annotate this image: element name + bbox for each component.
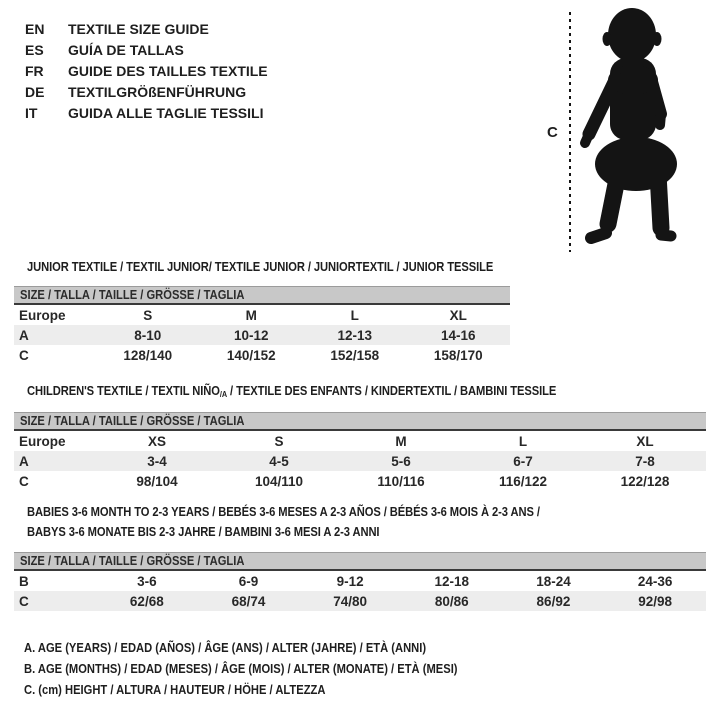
- row-label-cell: C: [19, 347, 29, 363]
- row-label-cell: C: [19, 593, 29, 609]
- height-label-c: C: [547, 124, 558, 141]
- babies-size-table: [14, 552, 706, 611]
- size-bar: SIZE / TALLA / TAILLE / GRÖSSE / TAGLIA: [14, 286, 510, 305]
- size-cell: 110/116: [377, 473, 425, 489]
- table-row: [14, 451, 706, 471]
- size-bar: SIZE / TALLA / TAILLE / GRÖSSE / TAGLIA: [14, 412, 706, 431]
- size-cell: 5-6: [391, 453, 411, 469]
- size-cell: 4-5: [269, 453, 289, 469]
- babies-table-title: BABIES 3-6 MONTH TO 2-3 YEARS / BEBÉS 3-6 MESES A 2-3 AÑOS / BÉBÉS 3-6 MOIS À 2-3 ANS / BABYS 3-6 MONATE BIS 2-3 JAHRE / BAMBINI 3-6 MESI A 2-3 ANNI: [27, 504, 540, 539]
- guide-title: TEXTILGRÖßENFÜHRUNG: [68, 84, 247, 100]
- size-cell: 80/86: [434, 593, 469, 609]
- language-code: IT: [25, 105, 38, 121]
- size-cell: S: [143, 307, 153, 323]
- guide-title: GUÍA DE TALLAS: [68, 42, 184, 58]
- table-row: [14, 591, 706, 611]
- children-table-title: CHILDREN'S TEXTILE / TEXTIL $NIÑO_{/A}$ / TEXTILE DES ENFANTS / KINDERTEXTIL / BAMBINI TESSILE: [27, 383, 557, 399]
- size-cell: S: [274, 433, 284, 449]
- size-cell: 6-9: [238, 573, 259, 589]
- footnote-legend: [24, 637, 528, 700]
- size-cell: 3-4: [147, 453, 167, 469]
- size-cell: 14-16: [440, 327, 476, 343]
- table-row: [14, 471, 706, 491]
- table-row: [14, 305, 510, 325]
- toddler-silhouette-icon: [574, 6, 709, 251]
- size-cell: 92/98: [638, 593, 673, 609]
- language-code: DE: [25, 84, 45, 100]
- table-row: [14, 345, 510, 365]
- footnote-b: B. AGE (MONTHS) / EDAD (MESES) / ÂGE (MOIS) / ALTER (MONATE) / ETÀ (MESI): [24, 661, 458, 676]
- size-bar: SIZE / TALLA / TAILLE / GRÖSSE / TAGLIA: [14, 552, 706, 571]
- size-cell: 12-18: [434, 573, 470, 589]
- guide-title: GUIDA ALLE TAGLIE TESSILI: [68, 105, 264, 121]
- size-cell: 62/68: [129, 593, 164, 609]
- size-cell: 18-24: [536, 573, 571, 589]
- size-cell: 9-12: [336, 573, 364, 589]
- language-row: [25, 19, 268, 40]
- language-row: [25, 82, 268, 103]
- footnote-a: A. AGE (YEARS) / EDAD (AÑOS) / ÂGE (ANS) / ALTER (JAHRE) / ETÀ (ANNI): [24, 640, 427, 655]
- junior-table-title: JUNIOR TEXTILE / TEXTIL JUNIOR/ TEXTILE JUNIOR / JUNIORTEXTIL / JUNIOR TESSILE: [27, 259, 494, 274]
- size-cell: 12-13: [337, 327, 373, 343]
- size-cell: XL: [636, 433, 654, 449]
- row-label-cell: Europe: [19, 307, 66, 323]
- size-cell: 68/74: [231, 593, 266, 609]
- size-cell: 7-8: [635, 453, 655, 469]
- row-label-cell: Europe: [19, 433, 66, 449]
- table-row: [14, 571, 706, 591]
- size-cell: 8-10: [134, 327, 162, 343]
- subscript-a: /A: [219, 389, 228, 399]
- table-row: [14, 431, 706, 451]
- guide-title: TEXTILE SIZE GUIDE: [68, 21, 209, 37]
- language-code: ES: [25, 42, 44, 58]
- size-cell: 104/110: [254, 473, 304, 489]
- language-title-list: [25, 19, 268, 124]
- size-cell: 3-6: [137, 573, 157, 589]
- guide-title: GUIDE DES TAILLES TEXTILE: [68, 63, 268, 79]
- size-cell: L: [350, 307, 359, 323]
- row-label-cell: B: [19, 573, 29, 589]
- size-cell: L: [518, 433, 528, 449]
- size-cell: 128/140: [123, 347, 173, 363]
- size-cell: 24-36: [637, 573, 673, 589]
- table-row: [14, 325, 510, 345]
- size-cell: 140/152: [226, 347, 276, 363]
- size-cell: M: [395, 433, 407, 449]
- row-label-cell: A: [19, 327, 29, 343]
- children-size-table: [14, 412, 706, 491]
- size-cell: 86/92: [536, 593, 571, 609]
- row-label-cell: C: [19, 473, 29, 489]
- height-reference-dotted-line: [569, 12, 571, 252]
- size-cell: XS: [147, 433, 166, 449]
- size-cell: 152/158: [330, 347, 380, 363]
- row-label-cell: A: [19, 453, 29, 469]
- language-row: [25, 103, 268, 124]
- language-row: [25, 61, 268, 82]
- size-cell: XL: [449, 307, 467, 323]
- language-row: [25, 40, 268, 61]
- language-code: FR: [25, 63, 44, 79]
- size-cell: 122/128: [620, 473, 670, 489]
- language-code: EN: [25, 21, 45, 37]
- size-cell: 10-12: [233, 327, 269, 343]
- size-cell: 116/122: [498, 473, 548, 489]
- size-cell: 98/104: [136, 473, 178, 489]
- size-cell: 74/80: [333, 593, 368, 609]
- junior-size-table: [14, 286, 510, 365]
- footnote-c: C. (cm) HEIGHT / ALTURA / HAUTEUR / HÖHE / ALTEZZA: [24, 682, 326, 697]
- size-cell: 6-7: [513, 453, 533, 469]
- size-cell: 158/170: [433, 347, 483, 363]
- size-cell: M: [245, 307, 257, 323]
